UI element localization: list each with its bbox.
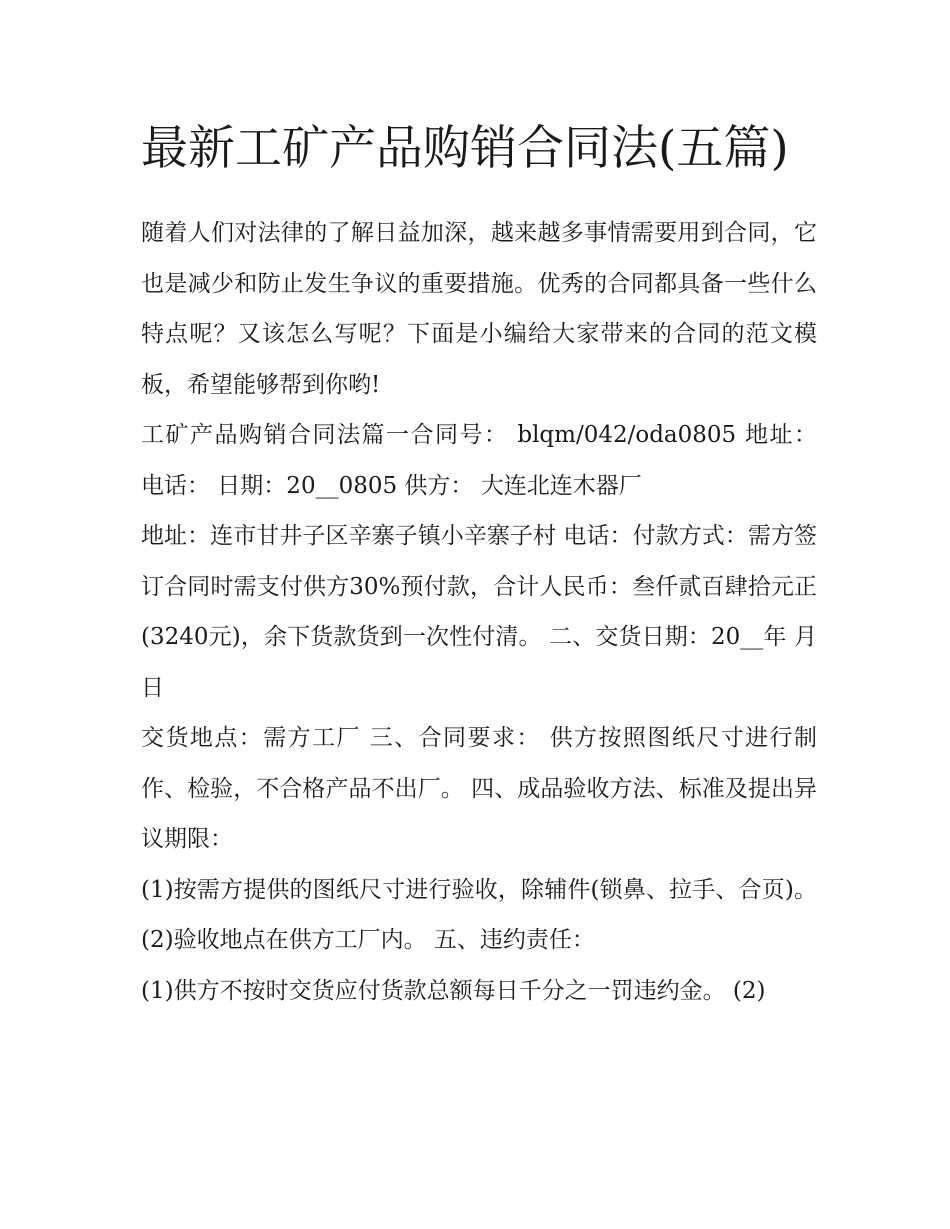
paragraph-intro: 随着人们对法律的了解日益加深，越来越多事情需要用到合同，它也是减少和防止发生争议的重要措施。优秀的合同都具备一些什么特点呢？又该怎么写呢？下面是小编给大家带来的合同的范文模板，希望能够帮到你哟! — [141, 220, 817, 398]
document-page — [141, 112, 817, 1016]
paragraph-payment-terms: 地址：连市甘井子区辛寨子镇小辛寨子村 电话：付款方式：需方签订合同时需支付供方30%预付款，合计人民币：叁仟贰百肆拾元正(3240元)，余下货款货到一次性付清。 二、交货日期：20__年 月 日 — [141, 523, 817, 701]
paragraph-liability: (1)供方不按时交货应付货款总额每日千分之一罚违约金。 (2) — [141, 977, 766, 1004]
paragraph-delivery-requirements: 交货地点：需方工厂 三、合同要求： 供方按照图纸尺寸进行制作、检验，不合格产品不出厂。 四、成品验收方法、标准及提出异议期限： — [141, 725, 817, 852]
paragraph-contract-header: 工矿产品购销合同法篇一合同号： blqm/042/oda0805 地址： 电话： 日期：20__0805 供方： 大连北连木器厂 — [141, 422, 817, 499]
document-title: 最新工矿产品购销合同法(五篇) — [141, 121, 789, 176]
paragraph-acceptance: (1)按需方提供的图纸尺寸进行验收，除辅件(锁鼻、拉手、合页)。 (2)验收地点在供方工厂内。 五、违约责任： — [141, 876, 817, 953]
